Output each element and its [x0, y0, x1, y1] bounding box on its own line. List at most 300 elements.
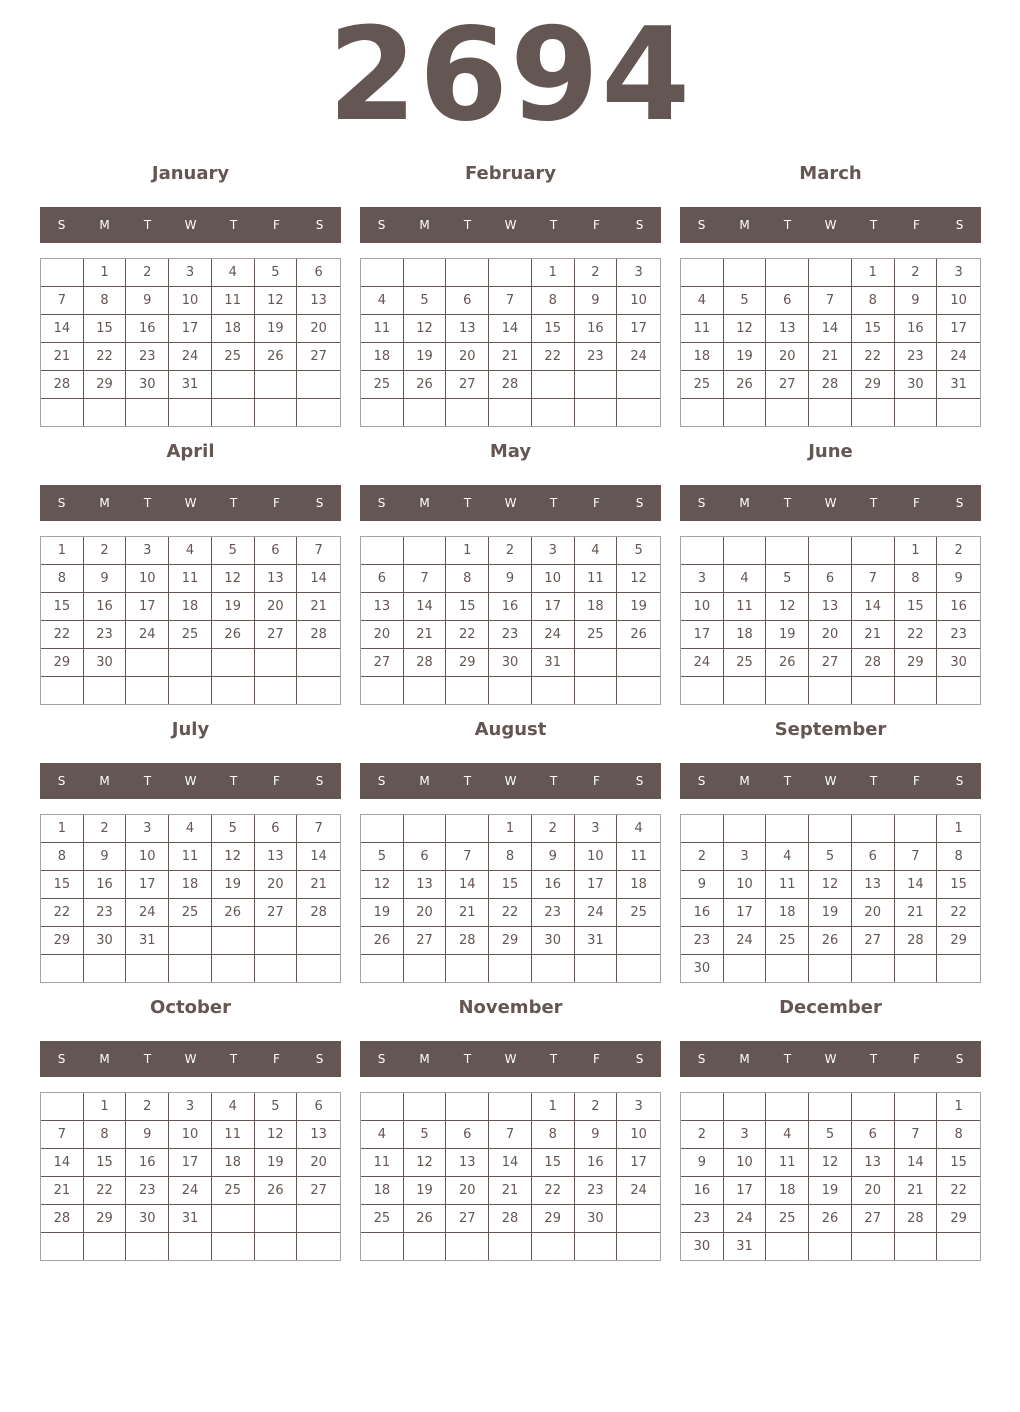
day-cell: 11 — [681, 315, 724, 343]
weekday-label: M — [739, 1052, 750, 1066]
day-cell — [41, 1093, 84, 1121]
day-cell: 2 — [84, 815, 127, 843]
weekday-label: M — [419, 496, 430, 510]
day-cell — [681, 537, 724, 565]
day-cell: 10 — [126, 843, 169, 871]
day-cell: 13 — [809, 593, 852, 621]
weekday-label: S — [377, 496, 386, 510]
day-cell: 24 — [169, 343, 212, 371]
weekday-label: T — [869, 1052, 878, 1066]
day-cell: 7 — [41, 1121, 84, 1149]
day-cell: 2 — [575, 1093, 618, 1121]
day-cell: 19 — [617, 593, 660, 621]
day-cell: 16 — [575, 315, 618, 343]
weekday-label: F — [913, 496, 920, 510]
day-cell: 4 — [575, 537, 618, 565]
day-cell: 3 — [575, 815, 618, 843]
weekday-label: S — [377, 1052, 386, 1066]
day-cell: 3 — [724, 1121, 767, 1149]
day-cell: 26 — [617, 621, 660, 649]
day-cell: 21 — [489, 343, 532, 371]
weekday-label: S — [635, 496, 644, 510]
day-cell: 7 — [895, 1121, 938, 1149]
day-cell: 5 — [766, 565, 809, 593]
day-cell: 30 — [895, 371, 938, 399]
day-cell: 29 — [489, 927, 532, 955]
weekday-label: S — [315, 218, 324, 232]
weekday-header — [680, 763, 981, 799]
day-cell: 20 — [809, 621, 852, 649]
weekday-label: F — [593, 218, 600, 232]
day-cell — [255, 649, 298, 677]
day-cell: 3 — [617, 259, 660, 287]
day-cell — [212, 927, 255, 955]
day-cell: 21 — [41, 1177, 84, 1205]
day-cell — [895, 1233, 938, 1260]
day-cell: 25 — [169, 899, 212, 927]
day-cell — [297, 677, 340, 704]
day-cell: 28 — [446, 927, 489, 955]
day-cell: 4 — [169, 537, 212, 565]
day-cell: 29 — [895, 649, 938, 677]
weekday-label: S — [315, 496, 324, 510]
day-cell: 20 — [361, 621, 404, 649]
day-cell: 20 — [766, 343, 809, 371]
weekday-label: T — [143, 496, 152, 510]
weekday-label: S — [697, 774, 706, 788]
day-cell: 12 — [404, 1149, 447, 1177]
month-title: August — [474, 719, 547, 740]
day-cell — [852, 1093, 895, 1121]
day-cell — [446, 399, 489, 426]
day-cell: 29 — [41, 649, 84, 677]
weekday-label: W — [824, 218, 837, 232]
day-cell: 14 — [446, 871, 489, 899]
day-cell: 14 — [297, 565, 340, 593]
day-cell: 31 — [169, 1205, 212, 1233]
day-cell: 11 — [766, 871, 809, 899]
day-cell — [446, 1233, 489, 1260]
weekday-label: F — [593, 496, 600, 510]
day-cell: 15 — [84, 315, 127, 343]
day-cell: 26 — [255, 343, 298, 371]
day-cell: 5 — [361, 843, 404, 871]
day-cell: 17 — [532, 593, 575, 621]
day-cell — [169, 399, 212, 426]
day-cell: 22 — [532, 1177, 575, 1205]
day-cell: 9 — [532, 843, 575, 871]
weekday-label: W — [824, 496, 837, 510]
day-cell: 5 — [255, 1093, 298, 1121]
weekday-label: S — [315, 774, 324, 788]
weekday-label: T — [143, 774, 152, 788]
day-cell: 3 — [937, 259, 980, 287]
day-cell: 28 — [297, 621, 340, 649]
day-cell — [617, 399, 660, 426]
day-cell: 10 — [532, 565, 575, 593]
day-cell: 18 — [766, 899, 809, 927]
weekday-label: T — [463, 774, 472, 788]
day-cell — [212, 955, 255, 982]
day-cell — [126, 649, 169, 677]
day-cell: 27 — [404, 927, 447, 955]
day-cell — [809, 399, 852, 426]
day-cell: 10 — [575, 843, 618, 871]
day-cell: 5 — [724, 287, 767, 315]
day-cell — [361, 955, 404, 982]
weekday-label: W — [824, 774, 837, 788]
day-cell: 18 — [617, 871, 660, 899]
day-cell: 17 — [937, 315, 980, 343]
day-cell: 4 — [681, 287, 724, 315]
day-cell: 22 — [937, 899, 980, 927]
day-cell: 16 — [126, 1149, 169, 1177]
weekday-label: F — [273, 1052, 280, 1066]
day-cell — [255, 677, 298, 704]
day-cell: 30 — [575, 1205, 618, 1233]
weekday-label: W — [504, 496, 517, 510]
day-cell — [852, 677, 895, 704]
month-title: June — [808, 441, 853, 462]
weekday-label: T — [143, 218, 152, 232]
weekday-label: S — [57, 496, 66, 510]
day-cell — [489, 1233, 532, 1260]
day-cell: 3 — [126, 815, 169, 843]
day-cell — [766, 399, 809, 426]
day-cell: 18 — [361, 343, 404, 371]
day-cell: 24 — [724, 1205, 767, 1233]
day-cell: 19 — [766, 621, 809, 649]
weekday-label: S — [377, 218, 386, 232]
day-cell — [809, 1093, 852, 1121]
day-cell: 29 — [937, 927, 980, 955]
day-cell: 2 — [489, 537, 532, 565]
day-cell — [41, 677, 84, 704]
day-cell: 20 — [255, 593, 298, 621]
day-cell — [895, 677, 938, 704]
day-cell — [489, 677, 532, 704]
day-cell — [255, 371, 298, 399]
day-cell: 31 — [532, 649, 575, 677]
day-cell: 16 — [126, 315, 169, 343]
day-cell: 9 — [681, 871, 724, 899]
day-cell: 2 — [681, 843, 724, 871]
day-cell: 1 — [895, 537, 938, 565]
weekday-label: W — [184, 774, 197, 788]
day-cell — [361, 1233, 404, 1260]
day-cell: 2 — [575, 259, 618, 287]
weekday-label: T — [783, 218, 792, 232]
day-cell: 14 — [852, 593, 895, 621]
month-title: October — [150, 997, 231, 1018]
weekday-label: S — [955, 774, 964, 788]
day-cell — [404, 677, 447, 704]
day-cell: 29 — [84, 1205, 127, 1233]
day-cell — [404, 955, 447, 982]
day-cell — [446, 259, 489, 287]
day-cell — [937, 955, 980, 982]
day-cell — [212, 1233, 255, 1260]
day-cell: 16 — [84, 871, 127, 899]
day-cell: 30 — [126, 1205, 169, 1233]
day-cell — [809, 537, 852, 565]
day-cell: 24 — [937, 343, 980, 371]
day-cell: 8 — [937, 843, 980, 871]
month-title: January — [151, 163, 230, 184]
day-cell: 26 — [766, 649, 809, 677]
day-cell: 1 — [937, 1093, 980, 1121]
day-cell: 24 — [532, 621, 575, 649]
day-cell: 7 — [489, 287, 532, 315]
day-cell: 3 — [617, 1093, 660, 1121]
day-cell — [212, 399, 255, 426]
day-cell: 4 — [766, 1121, 809, 1149]
day-cell — [126, 1233, 169, 1260]
day-grid — [680, 1092, 981, 1261]
day-cell: 17 — [724, 1177, 767, 1205]
day-cell — [361, 815, 404, 843]
day-cell — [937, 399, 980, 426]
day-cell: 8 — [41, 565, 84, 593]
day-cell: 23 — [681, 1205, 724, 1233]
day-cell: 20 — [446, 1177, 489, 1205]
day-cell: 20 — [852, 899, 895, 927]
day-cell: 28 — [41, 371, 84, 399]
day-grid — [680, 258, 981, 427]
day-cell — [41, 399, 84, 426]
day-cell: 21 — [41, 343, 84, 371]
day-cell: 18 — [169, 593, 212, 621]
day-cell — [41, 259, 84, 287]
day-cell: 30 — [489, 649, 532, 677]
day-cell: 17 — [681, 621, 724, 649]
day-cell — [404, 1093, 447, 1121]
day-cell: 25 — [766, 927, 809, 955]
day-cell — [766, 259, 809, 287]
day-cell: 28 — [404, 649, 447, 677]
month-title: November — [458, 997, 563, 1018]
weekday-label: F — [913, 1052, 920, 1066]
weekday-label: T — [229, 1052, 238, 1066]
day-grid — [680, 536, 981, 705]
weekday-header — [40, 207, 341, 243]
day-cell — [617, 1233, 660, 1260]
weekday-label: T — [549, 1052, 558, 1066]
day-cell: 24 — [126, 621, 169, 649]
weekday-label: S — [697, 496, 706, 510]
day-cell: 17 — [126, 871, 169, 899]
weekday-header — [360, 485, 661, 521]
day-cell: 16 — [575, 1149, 618, 1177]
day-cell: 14 — [297, 843, 340, 871]
day-cell: 20 — [446, 343, 489, 371]
day-cell: 26 — [361, 927, 404, 955]
day-cell — [617, 649, 660, 677]
day-cell: 6 — [809, 565, 852, 593]
day-cell: 19 — [724, 343, 767, 371]
day-cell: 28 — [895, 1205, 938, 1233]
day-cell — [84, 955, 127, 982]
day-cell: 16 — [84, 593, 127, 621]
day-cell: 11 — [212, 287, 255, 315]
day-cell: 10 — [126, 565, 169, 593]
day-cell: 12 — [361, 871, 404, 899]
weekday-label: F — [273, 774, 280, 788]
day-cell: 27 — [766, 371, 809, 399]
day-cell: 9 — [126, 287, 169, 315]
day-cell: 27 — [446, 371, 489, 399]
day-cell: 22 — [937, 1177, 980, 1205]
weekday-label: T — [229, 774, 238, 788]
day-cell: 22 — [895, 621, 938, 649]
day-cell: 12 — [766, 593, 809, 621]
day-cell — [852, 955, 895, 982]
day-cell: 19 — [404, 1177, 447, 1205]
day-cell: 19 — [255, 1149, 298, 1177]
day-cell: 26 — [404, 1205, 447, 1233]
day-cell — [255, 927, 298, 955]
day-cell: 30 — [532, 927, 575, 955]
day-cell: 17 — [169, 1149, 212, 1177]
day-cell: 24 — [617, 343, 660, 371]
day-cell: 21 — [895, 1177, 938, 1205]
day-cell: 27 — [361, 649, 404, 677]
day-cell: 4 — [361, 287, 404, 315]
day-cell: 6 — [446, 1121, 489, 1149]
day-cell: 7 — [297, 815, 340, 843]
day-cell: 30 — [126, 371, 169, 399]
day-cell: 6 — [255, 537, 298, 565]
day-cell: 5 — [212, 537, 255, 565]
day-cell: 14 — [41, 1149, 84, 1177]
day-cell — [766, 677, 809, 704]
day-cell — [361, 677, 404, 704]
day-cell: 13 — [446, 1149, 489, 1177]
day-cell — [361, 537, 404, 565]
day-cell: 6 — [852, 843, 895, 871]
month-title: July — [171, 719, 210, 740]
day-cell: 11 — [361, 315, 404, 343]
day-cell: 6 — [255, 815, 298, 843]
day-cell: 14 — [489, 315, 532, 343]
weekday-label: M — [419, 218, 430, 232]
day-cell: 6 — [404, 843, 447, 871]
day-cell: 2 — [937, 537, 980, 565]
month-title: December — [779, 997, 882, 1018]
day-cell — [255, 1205, 298, 1233]
day-cell: 8 — [532, 287, 575, 315]
day-cell: 29 — [446, 649, 489, 677]
day-cell: 25 — [361, 1205, 404, 1233]
day-cell: 19 — [361, 899, 404, 927]
day-cell: 2 — [895, 259, 938, 287]
day-cell: 3 — [724, 843, 767, 871]
day-cell: 7 — [852, 565, 895, 593]
day-cell — [809, 955, 852, 982]
day-cell — [169, 955, 212, 982]
day-cell: 21 — [297, 593, 340, 621]
day-cell: 31 — [126, 927, 169, 955]
day-cell: 14 — [489, 1149, 532, 1177]
day-cell: 7 — [895, 843, 938, 871]
day-cell — [724, 955, 767, 982]
weekday-header — [40, 1041, 341, 1077]
day-cell: 25 — [212, 343, 255, 371]
day-cell: 11 — [575, 565, 618, 593]
day-cell: 7 — [41, 287, 84, 315]
day-cell — [681, 259, 724, 287]
day-cell: 23 — [84, 621, 127, 649]
day-cell: 11 — [766, 1149, 809, 1177]
day-cell: 13 — [255, 843, 298, 871]
day-grid — [40, 814, 341, 983]
day-cell: 24 — [681, 649, 724, 677]
weekday-label: W — [504, 774, 517, 788]
day-cell: 6 — [297, 1093, 340, 1121]
day-cell: 10 — [617, 287, 660, 315]
day-cell: 28 — [852, 649, 895, 677]
day-cell — [169, 677, 212, 704]
day-cell: 9 — [895, 287, 938, 315]
day-cell — [446, 1093, 489, 1121]
day-cell: 27 — [446, 1205, 489, 1233]
day-cell — [84, 677, 127, 704]
day-cell: 13 — [361, 593, 404, 621]
weekday-label: F — [273, 496, 280, 510]
day-cell: 18 — [361, 1177, 404, 1205]
weekday-label: S — [57, 774, 66, 788]
weekday-label: T — [463, 1052, 472, 1066]
day-cell: 9 — [489, 565, 532, 593]
day-cell — [766, 537, 809, 565]
weekday-header — [680, 485, 981, 521]
day-cell: 4 — [617, 815, 660, 843]
day-cell: 29 — [532, 1205, 575, 1233]
day-cell — [255, 399, 298, 426]
weekday-label: F — [593, 774, 600, 788]
weekday-label: M — [739, 774, 750, 788]
day-cell: 9 — [126, 1121, 169, 1149]
day-cell: 17 — [617, 315, 660, 343]
day-cell: 18 — [575, 593, 618, 621]
weekday-header — [40, 485, 341, 521]
day-cell — [575, 399, 618, 426]
day-cell: 31 — [724, 1233, 767, 1260]
day-cell: 12 — [255, 287, 298, 315]
day-cell: 27 — [255, 899, 298, 927]
day-cell: 7 — [446, 843, 489, 871]
day-cell: 3 — [169, 1093, 212, 1121]
day-cell: 6 — [852, 1121, 895, 1149]
weekday-label: S — [57, 218, 66, 232]
weekday-header — [680, 207, 981, 243]
day-cell — [84, 399, 127, 426]
weekday-label: S — [635, 218, 644, 232]
day-cell: 29 — [937, 1205, 980, 1233]
day-cell: 11 — [361, 1149, 404, 1177]
day-cell: 26 — [404, 371, 447, 399]
day-cell: 10 — [169, 287, 212, 315]
day-grid — [360, 1092, 661, 1261]
day-cell: 14 — [895, 1149, 938, 1177]
day-cell — [297, 371, 340, 399]
day-cell: 12 — [255, 1121, 298, 1149]
day-cell — [809, 1233, 852, 1260]
day-cell: 24 — [126, 899, 169, 927]
weekday-label: T — [143, 1052, 152, 1066]
day-cell: 10 — [617, 1121, 660, 1149]
day-cell: 23 — [84, 899, 127, 927]
